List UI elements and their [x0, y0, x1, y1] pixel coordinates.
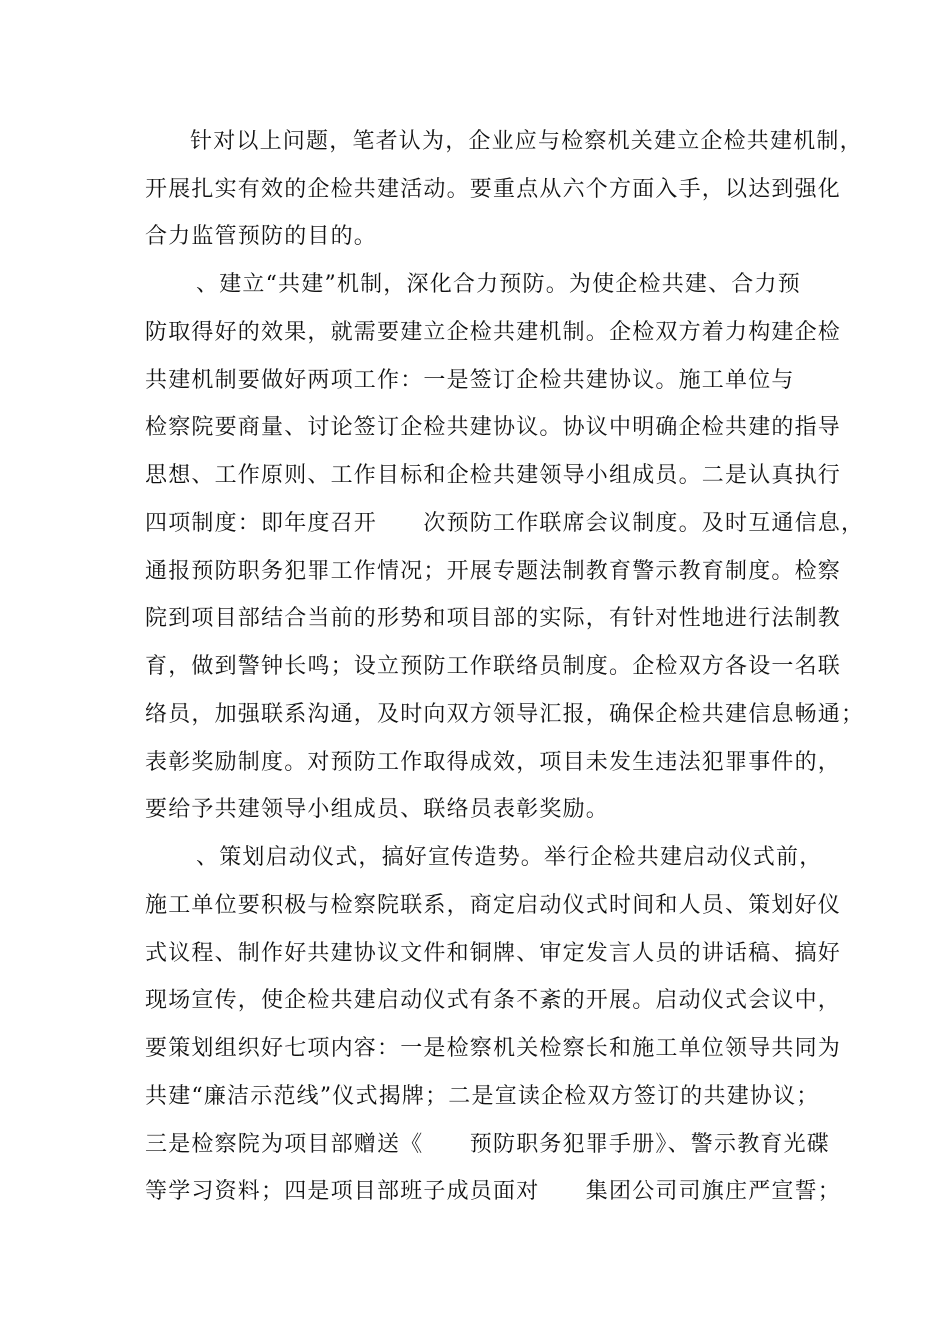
paragraph-2-line-11: 表彰奖励制度。对预防工作取得成效，项目未发生违法犯罪事件的， — [145, 750, 842, 775]
paragraph-3-line-4: 现场宣传，使企检共建启动仪式有条不紊的开展。启动仪式会议中， — [145, 988, 842, 1013]
paragraph-3-line-7: 三是检察院为项目部赠送《 预防职务犯罪手册》、警示教育光碟 — [145, 1132, 831, 1157]
paragraph-3-line-8: 等学习资料；四是项目部班子成员面对 集团公司司旗庄严宣誓； — [145, 1179, 842, 1204]
paragraph-2-line-5: 思想、工作原则、工作目标和企检共建领导小组成员。二是认真执行 — [145, 463, 842, 488]
paragraph-3-line-1: 、策划启动仪式，搞好宣传造势。举行企检共建启动仪式前， — [196, 845, 823, 870]
paragraph-1-line-2: 开展扎实有效的企检共建活动。要重点从六个方面入手，以达到强化 — [145, 177, 842, 202]
paragraph-2-line-4: 检察院要商量、讨论签订企检共建协议。协议中明确企检共建的指导 — [145, 415, 842, 440]
paragraph-2-line-7: 通报预防职务犯罪工作情况；开展专题法制教育警示教育制度。检察 — [145, 559, 842, 584]
paragraph-1-line-1: 针对以上问题，笔者认为，企业应与检察机关建立企检共建机制， — [190, 129, 863, 154]
paragraph-2-line-3: 共建机制要做好两项工作：一是签订企检共建协议。施工单位与 — [145, 368, 795, 393]
paragraph-3-line-3: 式议程、制作好共建协议文件和铜牌、审定发言人员的讲话稿、搞好 — [145, 941, 842, 966]
paragraph-2-line-12: 要给予共建领导小组成员、联络员表彰奖励。 — [145, 797, 610, 822]
paragraph-1-line-3: 合力监管预防的目的。 — [145, 224, 378, 249]
paragraph-3-line-2: 施工单位要积极与检察院联系，商定启动仪式时间和人员、策划好仪 — [145, 893, 842, 918]
paragraph-2-line-2: 防取得好的效果，就需要建立企检共建机制。企检双方着力构建企检 — [145, 320, 842, 345]
paragraph-2-line-9: 育，做到警钟长鸣；设立预防工作联络员制度。企检双方各设一名联 — [145, 654, 842, 679]
paragraph-2-line-6: 四项制度：即年度召开 次预防工作联席会议制度。及时互通信息， — [145, 511, 865, 536]
paragraph-2-line-1: 、建立“共建”机制，深化合力预防。为使企检共建、合力预 — [196, 272, 801, 297]
paragraph-3-line-6: 共建“廉洁示范线”仪式揭牌；二是宣读企检双方签订的共建协议； — [145, 1084, 820, 1109]
paragraph-2-line-10: 络员，加强联系沟通，及时向双方领导汇报，确保企检共建信息畅通； — [145, 702, 865, 727]
paragraph-3-line-5: 要策划组织好七项内容：一是检察机关检察长和施工单位领导共同为 — [145, 1036, 842, 1061]
paragraph-2-line-8: 院到项目部结合当前的形势和项目部的实际，有针对性地进行法制教 — [145, 606, 842, 631]
